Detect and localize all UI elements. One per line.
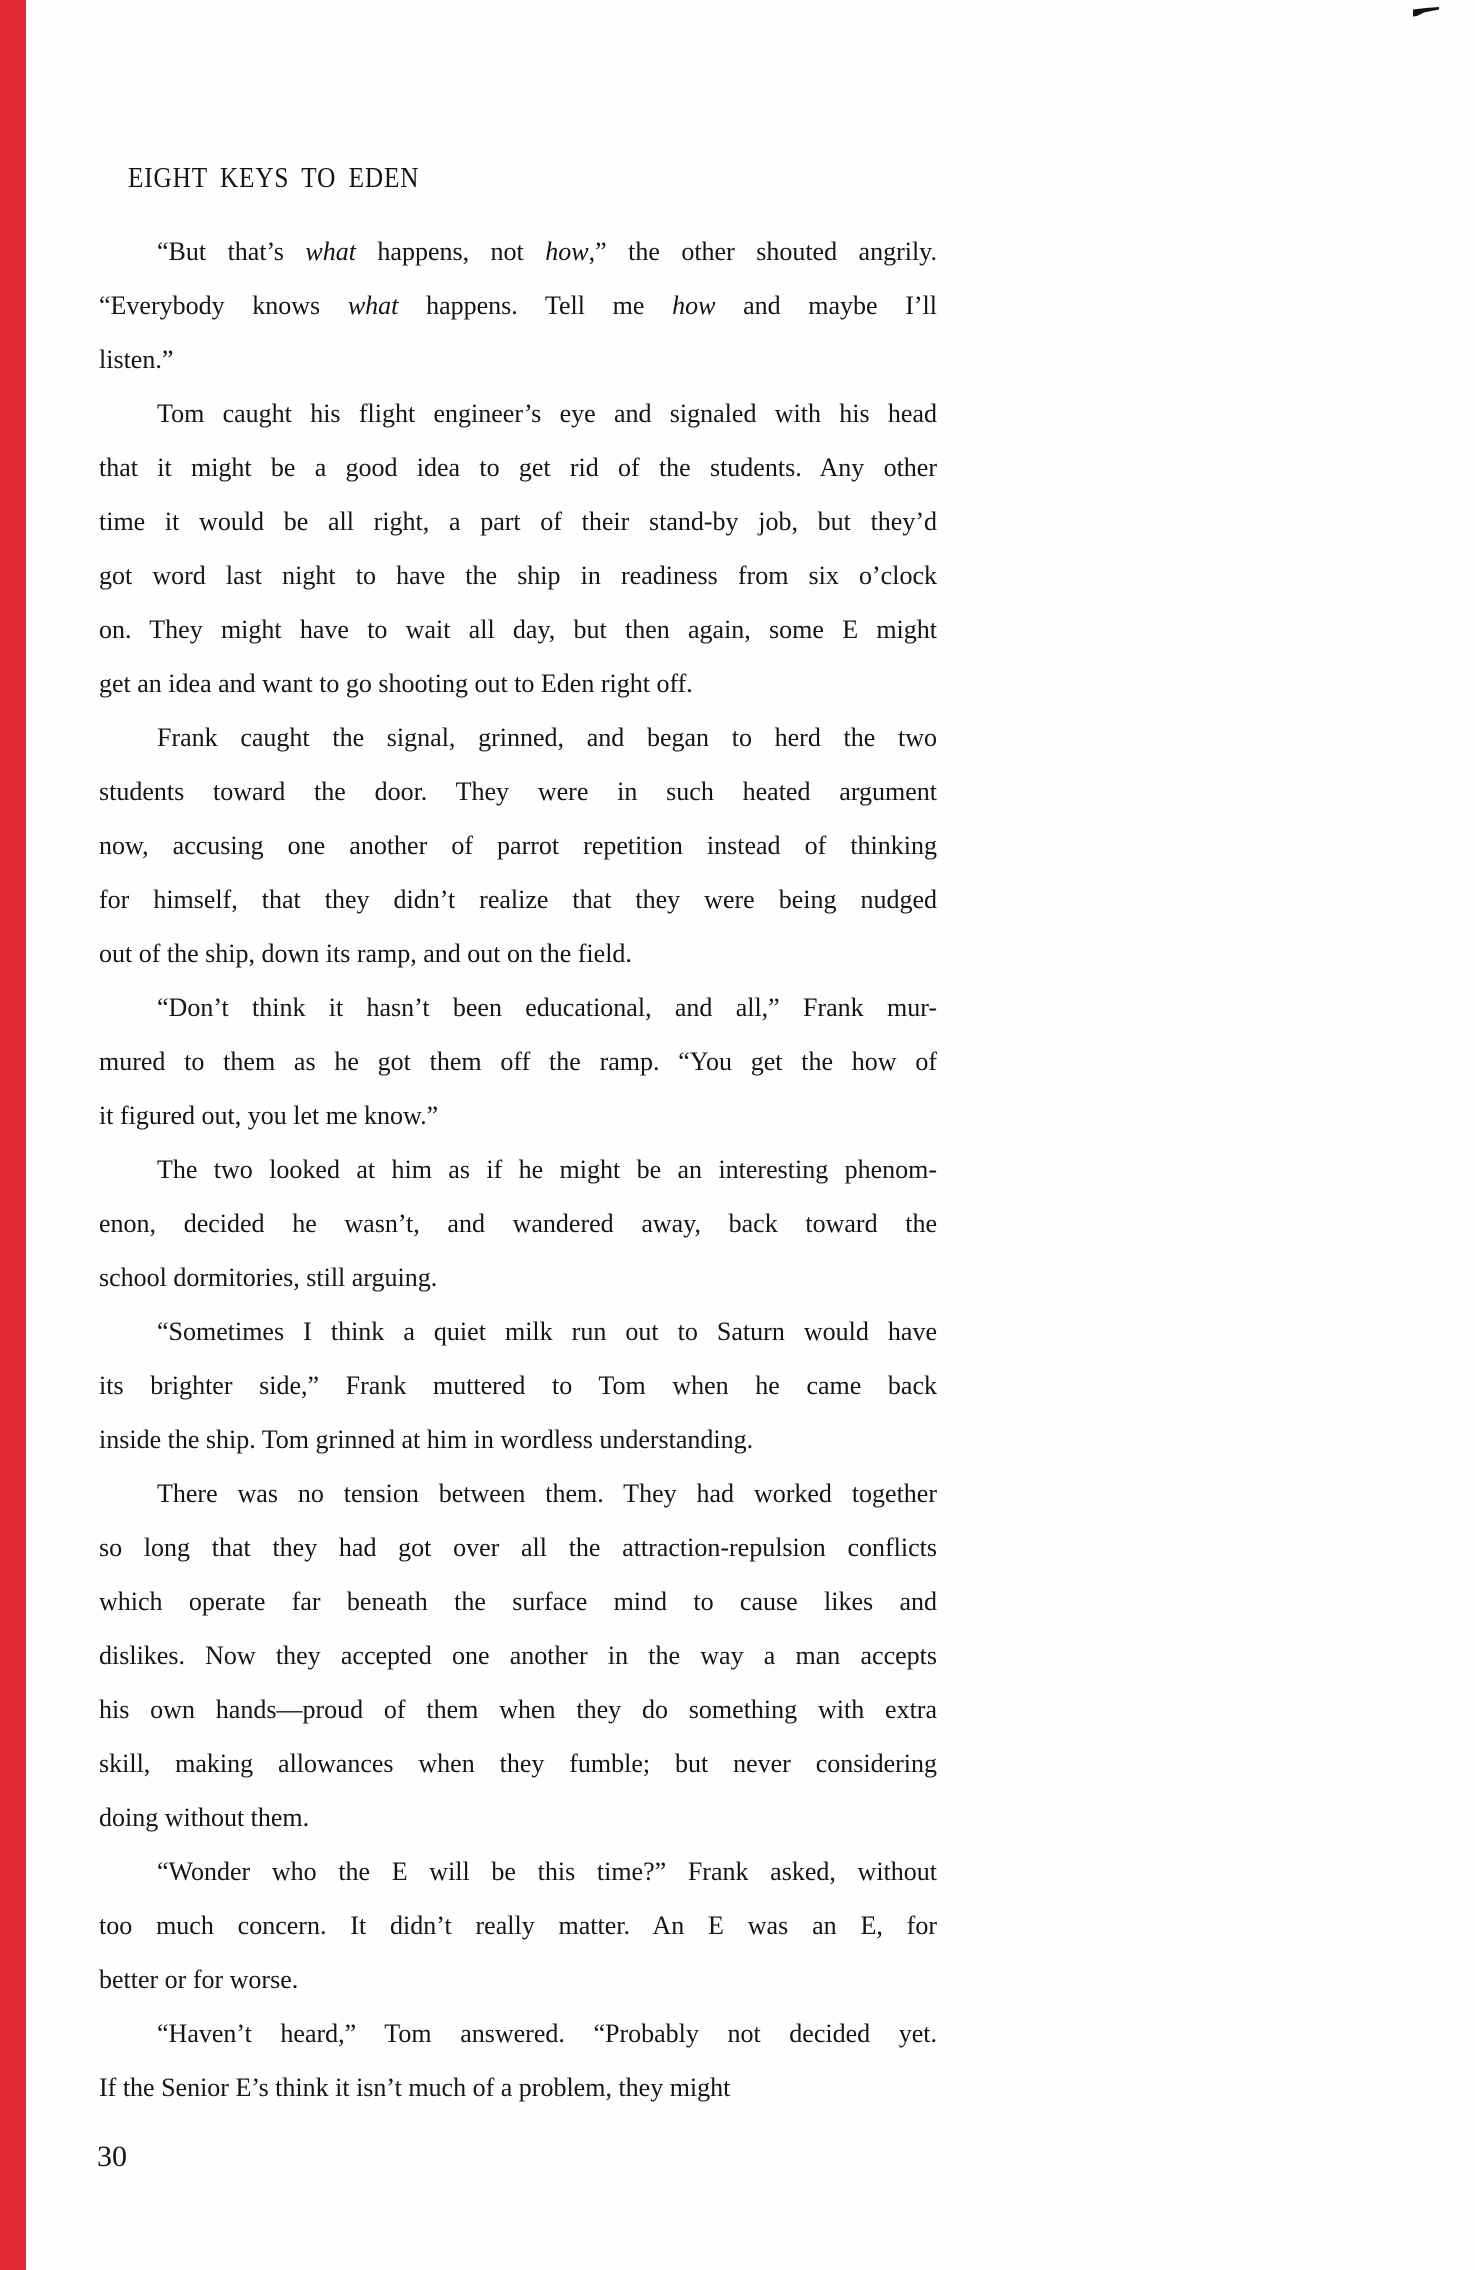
text-line: skill, making allowances when they fumble; but never considering xyxy=(99,1749,937,1778)
text-line: too much concern. It didn’t really matter. An E was an E, for xyxy=(99,1911,937,1940)
text-line: doing without them. xyxy=(99,1803,310,1832)
page-number: 30 xyxy=(97,2140,127,2173)
text-line: Tom caught his flight engineer’s eye and signaled with his head xyxy=(157,399,937,428)
text-line: which operate far beneath the surface mind to cause likes and xyxy=(99,1587,937,1616)
text-line: better or for worse. xyxy=(99,1965,299,1994)
text-line: If the Senior E’s think it isn’t much of a problem, they might xyxy=(99,2073,731,2102)
text-line: its brighter side,” Frank muttered to Tom when he came back xyxy=(99,1371,937,1400)
text-line: it figured out, you let me know.” xyxy=(99,1101,439,1130)
text-line: got word last night to have the ship in readiness from six o’clock xyxy=(99,561,937,590)
text-line: “Sometimes I think a quiet milk run out to Saturn would have xyxy=(157,1317,937,1346)
text-line: inside the ship. Tom grinned at him in wordless understanding. xyxy=(99,1425,754,1454)
text-line: get an idea and want to go shooting out to Eden right off. xyxy=(99,669,693,698)
text-line: dislikes. Now they accepted one another in the way a man accepts xyxy=(99,1641,937,1670)
text-line: “Everybody knows what happens. Tell me how and maybe I’ll xyxy=(99,291,937,320)
text-line: students toward the door. They were in such heated argument xyxy=(99,777,937,806)
text-line: on. They might have to wait all day, but then again, some E might xyxy=(99,615,937,644)
text-line: out of the ship, down its ramp, and out on the field. xyxy=(99,939,632,968)
text-line: that it might be a good idea to get rid of the students. Any other xyxy=(99,453,937,482)
text-line: mured to them as he got them off the ramp. “You get the how of xyxy=(99,1047,937,1076)
text-line: his own hands—proud of them when they do something with extra xyxy=(99,1695,937,1724)
red-edge-stripe xyxy=(0,0,26,2270)
text-line: school dormitories, still arguing. xyxy=(99,1263,438,1292)
text-line: now, accusing one another of parrot repetition instead of thinking xyxy=(99,831,937,860)
text-line: “But that’s what happens, not how,” the other shouted angrily. xyxy=(157,237,937,266)
running-header: EIGHT KEYS TO EDEN xyxy=(128,162,420,194)
text-line: “Haven’t heard,” Tom answered. “Probably not decided yet. xyxy=(157,2019,937,2048)
text-line: “Wonder who the E will be this time?” Frank asked, without xyxy=(157,1857,937,1886)
text-line: so long that they had got over all the attraction-repulsion conflicts xyxy=(99,1533,937,1562)
text-line: “Don’t think it hasn’t been educational, and all,” Frank mur- xyxy=(157,993,937,1022)
text-block xyxy=(99,225,937,2115)
text-line: Frank caught the signal, grinned, and began to herd the two xyxy=(157,723,937,752)
ink-mark xyxy=(1400,0,1450,26)
text-line: listen.” xyxy=(99,345,174,374)
text-line: for himself, that they didn’t realize that they were being nudged xyxy=(99,885,937,914)
text-line: There was no tension between them. They had worked together xyxy=(157,1479,937,1508)
text-line: The two looked at him as if he might be an interesting phenom- xyxy=(157,1155,937,1184)
text-line: enon, decided he wasn’t, and wandered away, back toward the xyxy=(99,1209,937,1238)
text-line: time it would be all right, a part of their stand-by job, but they’d xyxy=(99,507,937,536)
